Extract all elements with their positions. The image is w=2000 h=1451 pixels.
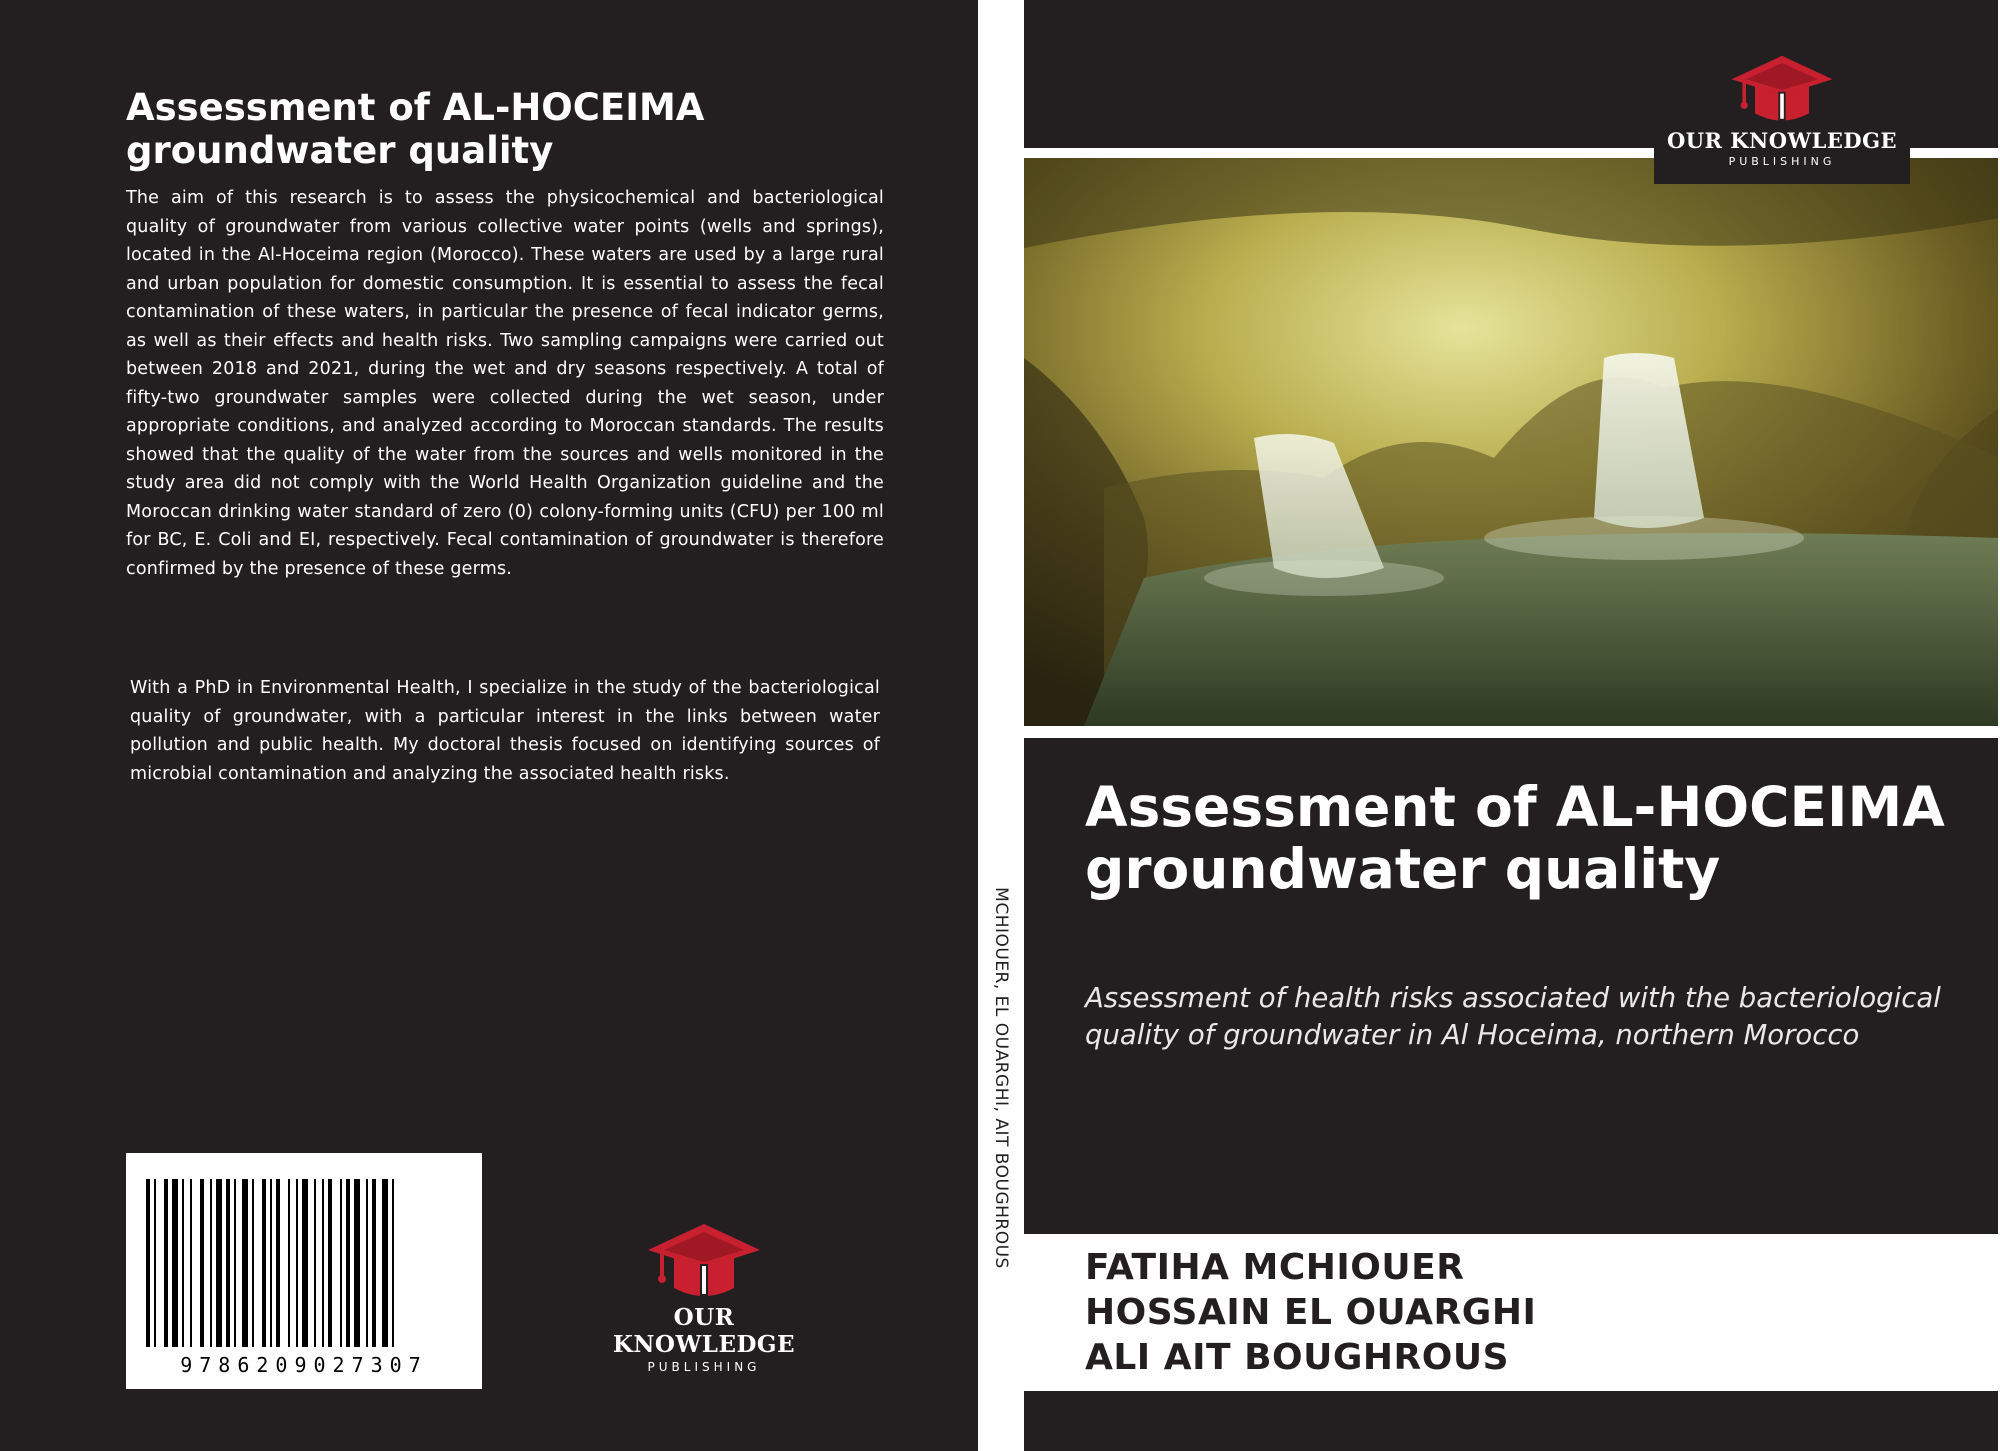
barcode-bar [154,1179,156,1347]
barcode-bar [190,1179,192,1347]
front-bottom-band [1024,1391,2000,1451]
barcode-bar [372,1179,376,1347]
barcode-bar [164,1179,168,1347]
barcode-bar [172,1179,178,1347]
barcode-bar [314,1179,316,1347]
barcode-bar [226,1179,230,1347]
publisher-name: OUR KNOWLEDGE [612,1304,796,1358]
front-cover-subtitle: Assessment of health risks associated with the bacteriological quality of groundwater in Al Hoceima, northern Morocco [1085,982,1941,1051]
barcode-bar [234,1179,236,1347]
barcode-bar [270,1179,272,1347]
author-name: HOSSAIN EL OUARGHI [1085,1292,1537,1333]
publisher-logo-back [584,1222,824,1374]
barcode-bar [182,1179,184,1347]
barcode-bar [328,1179,332,1347]
barcode-bar [346,1179,350,1347]
barcode-bar [392,1179,394,1347]
barcode-bar [146,1179,150,1347]
barcode-bar [382,1179,388,1347]
isbn-barcode [126,1153,482,1389]
author-name: FATIHA MCHIOUER [1085,1247,1465,1288]
author-list [1085,1245,1945,1380]
back-cover-title: Assessment of AL-HOCEIMA groundwater quality [126,86,705,172]
barcode-bar [366,1179,368,1347]
barcode-bar [322,1179,324,1347]
author-name: ALI AIT BOUGHROUS [1085,1337,1510,1378]
barcode-bar [200,1179,204,1347]
barcode-bar [302,1179,308,1347]
barcode-bar [296,1179,298,1347]
barcode-bar [252,1179,254,1347]
publisher-name: OUR KNOWLEDGE [1666,128,1898,153]
barcode-bar [262,1179,266,1347]
barcode-bar [216,1179,222,1347]
publisher-logo-front [1662,54,1902,168]
barcode-bar [340,1179,342,1347]
author-bio: With a PhD in Environmental Health, I specialize in the study of the bacteriological quality of groundwater, with a particular interest in the links between water pollution and public health. My doctoral thesis focused on identifying sources of microbial contamination and analyzing the associated health risks. [130,678,880,784]
graduation-cap-icon [644,1222,764,1302]
barcode-bar [210,1179,212,1347]
barcode-bar [242,1179,248,1347]
spine-authors: MCHIOUER, EL OUARGHI, AIT BOUGHROUS [991,887,1011,1269]
publisher-subname: PUBLISHING [1728,155,1836,168]
back-cover-abstract: The aim of this research is to assess the physicochemical and bacteriological quality of groundwater from various collective water points (wells and springs), located in the Al-Hoceima region (Morocco). These waters are used by a large rural and urban population for domestic consumption. It is essential to assess the fecal contamination of these waters, in particular the presence of fecal indicator germs, as well as their effects and health risks. Two sampling campaigns were carried out between 2018 and 2021, during the wet and dry seasons respectively. A total of fifty-two groundwater samples were collected during the wet season, under appropriate conditions, and analyzed according to Moroccan standards. The results showed that the quality of the water from the sources and wells monitored in the study area did not comply with the World Health Organization guideline and the Moroccan drinking water standard of zero (0) colony-forming units (CFU) per 100 ml for BC, E. Coli and EI, respectively. Fecal contamination of groundwater is therefore confirmed by the presence of these germs. [126,188,884,579]
barcode-bar [276,1179,280,1347]
graduation-cap-icon [1727,54,1837,126]
publisher-subname: PUBLISHING [647,1360,761,1374]
barcode-bar [354,1179,360,1347]
front-cover-title: Assessment of AL-HOCEIMA groundwater quality [1085,775,1945,901]
cave-waterfall-illustration [1024,158,2000,726]
isbn-digits: 9786209027307 [180,1353,428,1377]
cave-waterfall-image [1024,158,2000,726]
barcode-bar [288,1179,290,1347]
